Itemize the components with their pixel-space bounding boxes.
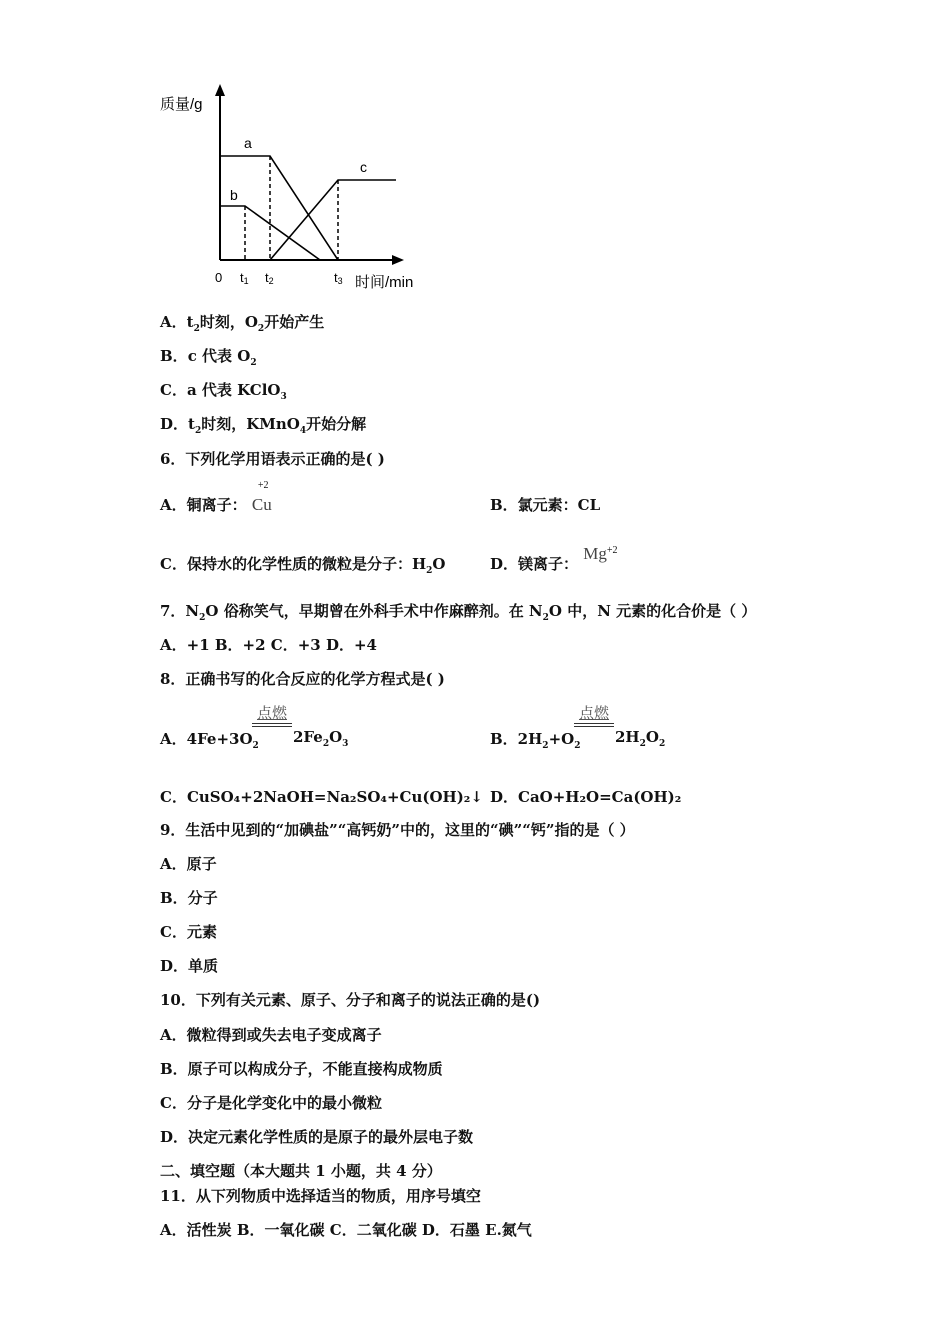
q6-option-c: C．保持水的化学性质的微粒是分子：$H_2O$	[160, 555, 446, 576]
q8-option-b-right: $2H_2O_2$	[615, 728, 666, 749]
q8-stem: 8．正确书写的化合反应的化学方程式是( )	[160, 670, 445, 688]
q5-option-b: B．c 代表 $O_2$	[160, 347, 257, 368]
q10-stem: 10．下列有关元素、原子、分子和离子的说法正确的是()	[160, 991, 541, 1009]
q9-option-c: C．元素	[160, 923, 217, 941]
q11-stem: 11．从下列物质中选择适当的物质，用序号填空	[160, 1187, 481, 1205]
q8-option-b-condition: 点燃	[574, 702, 614, 727]
q9-option-a: A．原子	[160, 855, 217, 873]
q6-a-formula: Cu	[251, 495, 272, 514]
curve-a	[220, 156, 338, 260]
q8-option-d: D．CaO+H₂O=Ca(OH)₂	[490, 788, 682, 806]
q8-option-a-right: $2Fe_2O_3$	[293, 728, 349, 749]
q6-d-charge: +2	[606, 545, 618, 556]
q5-option-c: C．a 代表 KClO$_3$	[160, 381, 287, 402]
q10-option-b: B．原子可以构成分子，不能直接构成物质	[160, 1060, 443, 1078]
origin-label: 0	[215, 270, 223, 285]
q9-stem: 9．生活中见到的“加碘盐”“高钙奶”中的，这里的“碘”“钙”指的是（ ）	[160, 821, 635, 839]
q6-option-d: D．镁离子： $Mg^{+2}$	[490, 544, 618, 573]
q5-option-a: A．$t_2$时刻，$O_2$开始产生	[160, 313, 325, 334]
q8-option-a-condition: 点燃	[252, 702, 292, 727]
q8-option-c: C．CuSO₄+2NaOH=Na₂SO₄+Cu(OH)₂↓	[160, 788, 483, 806]
q11-options: A．活性炭 B．一氧化碳 C．二氧化碳 D．石墨 E.氮气	[160, 1221, 532, 1239]
q8-option-b-left: B．$2H_2+O_2$	[490, 730, 581, 751]
y-axis-arrow	[215, 84, 225, 96]
q5-option-d: D．$t_2$时刻，KMnO$_4$开始分解	[160, 415, 367, 436]
q7-stem: 7．$N_2O$ 俗称笑气，早期曾在外科手术中作麻醉剂。在 $N_2O$ 中，N 元素的化合价是（ ）	[160, 602, 757, 623]
x-axis-arrow	[392, 255, 404, 265]
q6-stem: 6．下列化学用语表示正确的是( )	[160, 450, 385, 468]
q10-option-d: D．决定元素化学性质的是原子的最外层电子数	[160, 1128, 474, 1146]
x-axis-label: 时间/min	[355, 274, 414, 291]
q10-option-a: A．微粒得到或失去电子变成离子	[160, 1026, 382, 1044]
curve-c	[270, 180, 396, 260]
tick-t3: t3	[334, 270, 343, 286]
tick-t2: t2	[265, 270, 274, 286]
q6-option-a: A．铜离子： +2 Cu	[160, 480, 272, 514]
q9-option-d: D．单质	[160, 957, 219, 975]
q8-option-a-left: A．$4Fe+3O_2$	[160, 730, 259, 751]
q10-option-c: C．分子是化学变化中的最小微粒	[160, 1094, 382, 1112]
q6-d-formula: Mg	[583, 544, 607, 563]
q6-a-charge: +2	[257, 480, 269, 491]
tick-t1: t1	[240, 270, 249, 286]
q6-option-b: B．氯元素：CL	[490, 496, 601, 514]
curve-b-label: b	[230, 187, 238, 203]
y-axis-label: 质量/g	[160, 96, 203, 113]
mass-time-graph	[158, 80, 438, 295]
q7-options: A．+1 B．+2 C．+3 D．+4	[160, 636, 377, 654]
curve-a-label: a	[244, 135, 252, 151]
section-2-title: 二、填空题（本大题共 1 小题，共 4 分）	[160, 1162, 442, 1180]
q9-option-b: B．分子	[160, 889, 218, 907]
curve-c-label: c	[360, 159, 367, 175]
